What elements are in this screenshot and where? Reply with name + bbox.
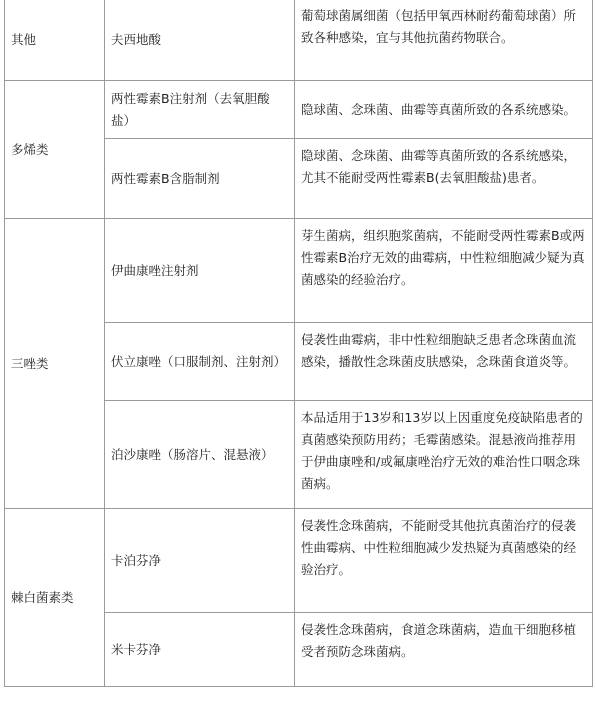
- indication-cell: 侵袭性念珠菌病，不能耐受其他抗真菌治疗的侵袭性曲霉病、中性粒细胞减少发热疑为真菌感染的经验治疗。: [295, 509, 593, 613]
- drug-cell: 米卡芬净: [105, 613, 295, 687]
- table-row: [5, 219, 593, 323]
- category-cell: 多烯类: [5, 81, 105, 219]
- drug-cell: 卡泊芬净: [105, 509, 295, 613]
- indication-cell: 葡萄球菌属细菌（包括甲氧西林耐药葡萄球菌）所致各种感染，宜与其他抗菌药物联合。: [295, 0, 593, 81]
- indication-cell: 侵袭性曲霉病，非中性粒细胞缺乏患者念珠菌血流感染，播散性念珠菌皮肤感染，念珠菌食道炎等。: [295, 323, 593, 401]
- table-row: [5, 509, 593, 613]
- drug-cell: 两性霉素B注射剂（去氧胆酸盐）: [105, 81, 295, 139]
- indication-cell: 本品适用于13岁和13岁以上因重度免疫缺陷患者的真菌感染预防用药；毛霉菌感染。混悬液尚推荐用于伊曲康唑和/或氟康唑治疗无效的难治性口咽念珠菌病。: [295, 401, 593, 509]
- indication-cell: 芽生菌病，组织胞浆菌病，不能耐受两性霉素B或两性霉素B治疗无效的曲霉病，中性粒细胞减少疑为真菌感染的经验治疗。: [295, 219, 593, 323]
- antifungal-table: [4, 0, 593, 687]
- table-row: [5, 81, 593, 139]
- category-cell: 三唑类: [5, 219, 105, 509]
- drug-cell: 泊沙康唑（肠溶片、混悬液）: [105, 401, 295, 509]
- drug-cell: 伏立康唑（口服制剂、注射剂）: [105, 323, 295, 401]
- table-row: [5, 0, 593, 81]
- drug-cell: 夫西地酸: [105, 0, 295, 81]
- drug-cell: 伊曲康唑注射剂: [105, 219, 295, 323]
- indication-cell: 侵袭性念珠菌病，食道念珠菌病，造血干细胞移植受者预防念珠菌病。: [295, 613, 593, 687]
- indication-cell: 隐球菌、念珠菌、曲霉等真菌所致的各系统感染，尤其不能耐受两性霉素B(去氧胆酸盐)患者。: [295, 139, 593, 219]
- category-cell: 其他: [5, 0, 105, 81]
- category-cell: 棘白菌素类: [5, 509, 105, 687]
- drug-cell: 两性霉素B含脂制剂: [105, 139, 295, 219]
- indication-cell: 隐球菌、念珠菌、曲霉等真菌所致的各系统感染。: [295, 81, 593, 139]
